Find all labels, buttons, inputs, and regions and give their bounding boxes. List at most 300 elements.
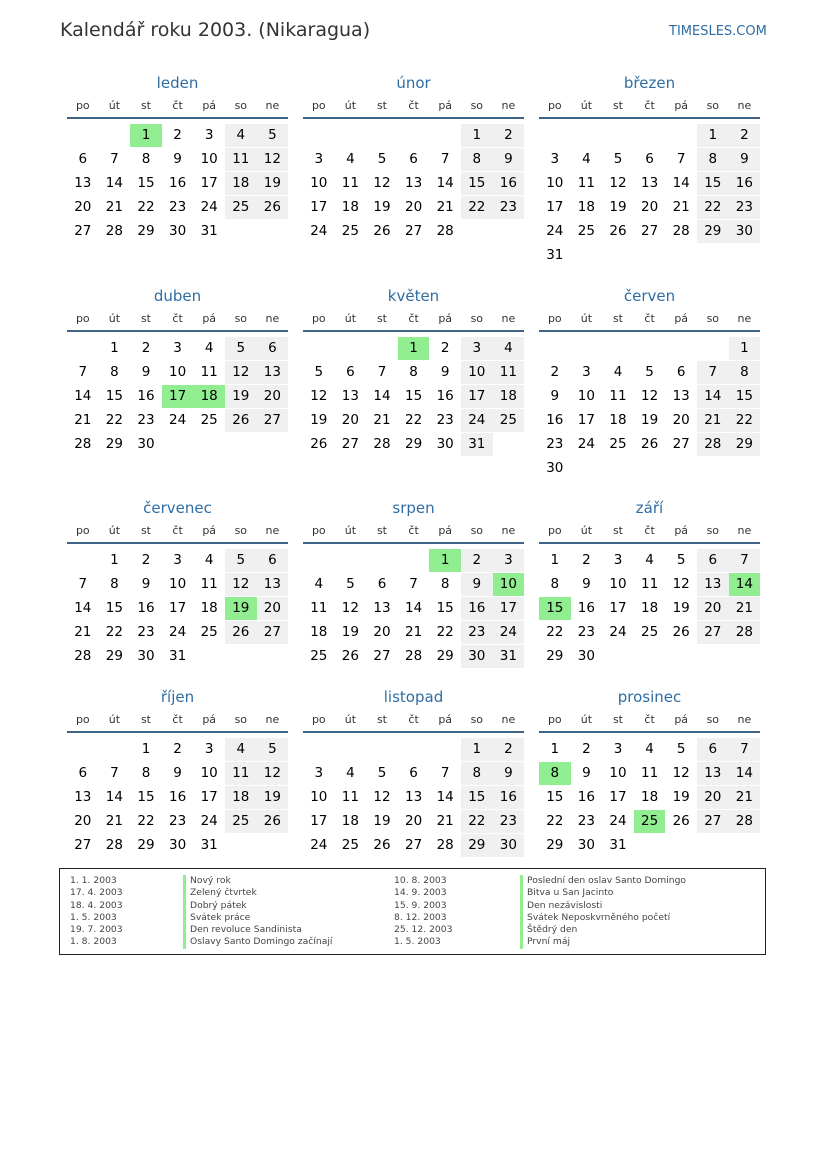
day-cell: 3 (550, 151, 560, 167)
day-cell: 11 (609, 388, 627, 404)
day-cell: 23 (137, 412, 155, 428)
day-cell: 19 (373, 199, 391, 215)
weekday-label: st (612, 99, 623, 112)
weekday-label: po (75, 713, 90, 726)
day-cell: 15 (137, 175, 155, 191)
day-cell: 4 (204, 340, 214, 356)
day-cell: 14 (405, 600, 423, 616)
day-cell: 17 (310, 813, 328, 829)
holiday-day-cell: 19 (225, 597, 257, 620)
day-cell: 11 (310, 600, 328, 616)
day-cell: 25 (641, 624, 659, 640)
weekend-day-cell: 11 (225, 762, 257, 785)
weekday-label: st (612, 524, 623, 537)
day-cell: 3 (204, 127, 214, 143)
month-name: březen (623, 74, 676, 92)
weekday-label: po (547, 524, 562, 537)
day-cell: 27 (405, 223, 423, 239)
weekend-day-cell: 13 (257, 361, 289, 384)
day-cell: 16 (577, 600, 595, 616)
weekday-label: út (108, 312, 121, 325)
day-cell: 20 (74, 199, 92, 215)
day-cell: 27 (672, 436, 690, 452)
day-cell: 7 (377, 364, 387, 380)
holiday-day-cell: 14 (729, 573, 761, 596)
legend-holiday-name: Den nezávislosti (520, 900, 686, 912)
weekday-label: po (75, 99, 90, 112)
day-cell: 4 (346, 765, 355, 781)
day-cell: 28 (105, 223, 123, 239)
day-cell: 20 (672, 412, 690, 428)
weekend-day-cell: 12 (225, 573, 257, 596)
weekday-label: ne (501, 713, 516, 726)
weekend-day-cell: 27 (257, 409, 289, 432)
weekend-day-cell: 8 (729, 361, 761, 384)
weekday-label: ne (737, 99, 752, 112)
day-cell: 8 (440, 576, 450, 592)
day-cell: 19 (310, 412, 328, 428)
legend-holiday-name: Svátek práce (183, 912, 332, 924)
weekend-day-cell: 28 (729, 621, 761, 644)
weekend-day-cell: 28 (697, 433, 729, 456)
legend-date: 15. 9. 2003 (394, 899, 447, 911)
day-cell: 2 (582, 741, 591, 757)
weekday-label: pá (438, 524, 453, 537)
month-header-rule (67, 542, 288, 544)
weekend-day-cell: 22 (697, 196, 729, 219)
weekday-label: st (376, 312, 387, 325)
weekend-day-cell: 6 (257, 549, 289, 572)
day-cell: 11 (577, 175, 595, 191)
day-cell: 9 (141, 576, 151, 592)
legend-date: 25. 12. 2003 (394, 924, 453, 936)
legend-date: 1. 5. 2003 (70, 911, 117, 923)
day-cell: 20 (405, 813, 423, 829)
day-cell: 26 (672, 624, 690, 640)
weekend-day-cell: 7 (729, 549, 761, 572)
day-cell: 27 (74, 223, 92, 239)
weekend-day-cell: 6 (697, 549, 729, 572)
day-cell: 3 (314, 151, 324, 167)
weekday-label: st (140, 713, 151, 726)
weekday-label: út (580, 99, 593, 112)
site-link[interactable]: TIMESLES.COM (669, 24, 767, 39)
weekend-day-cell: 26 (225, 621, 257, 644)
day-cell: 16 (436, 388, 454, 404)
day-cell: 5 (377, 765, 387, 781)
day-cell: 22 (546, 624, 564, 640)
weekend-day-cell: 25 (225, 810, 257, 833)
day-cell: 29 (546, 648, 564, 664)
day-cell: 20 (405, 199, 423, 215)
day-cell: 14 (74, 600, 92, 616)
weekend-day-cell: 12 (257, 762, 289, 785)
day-cell: 17 (546, 199, 564, 215)
weekday-label: út (344, 713, 357, 726)
month-header-rule (67, 117, 288, 119)
month-name: září (635, 499, 664, 517)
weekday-label: po (311, 312, 326, 325)
day-cell: 19 (672, 600, 690, 616)
weekend-day-cell: 2 (461, 549, 493, 572)
day-cell: 8 (110, 576, 119, 592)
weekday-label: út (580, 312, 593, 325)
weekend-day-cell: 7 (729, 738, 761, 761)
day-cell: 24 (169, 624, 187, 640)
weekday-label: po (311, 524, 326, 537)
day-cell: 21 (373, 412, 391, 428)
day-cell: 21 (105, 199, 123, 215)
day-cell: 17 (200, 789, 218, 805)
day-cell: 17 (169, 600, 187, 616)
day-cell: 2 (173, 127, 182, 143)
weekend-day-cell: 9 (461, 573, 493, 596)
day-cell: 4 (613, 364, 623, 380)
weekday-label: po (547, 312, 562, 325)
weekday-label: čt (172, 99, 183, 112)
day-cell: 23 (546, 436, 564, 452)
weekend-day-cell: 29 (729, 433, 761, 456)
day-cell: 24 (310, 223, 328, 239)
month-header-rule (303, 117, 524, 119)
holiday-day-cell: 18 (193, 385, 225, 408)
legend-names-left (183, 875, 332, 949)
month-name: červenec (143, 499, 212, 517)
day-cell: 27 (74, 837, 92, 853)
weekend-day-cell: 1 (697, 124, 729, 147)
day-cell: 10 (609, 576, 627, 592)
weekday-label: út (108, 524, 121, 537)
legend-holiday-name: Poslední den oslav Santo Domingo (520, 875, 686, 887)
day-cell: 3 (613, 552, 623, 568)
day-cell: 19 (341, 624, 359, 640)
weekend-day-cell: 7 (697, 361, 729, 384)
weekend-day-cell: 26 (257, 810, 289, 833)
weekday-label: pá (674, 312, 689, 325)
day-cell: 22 (436, 624, 454, 640)
day-cell: 10 (609, 765, 627, 781)
day-cell: 2 (550, 364, 560, 380)
weekend-day-cell: 1 (461, 738, 493, 761)
day-cell: 22 (105, 624, 123, 640)
day-cell: 10 (577, 388, 595, 404)
day-cell: 27 (373, 648, 391, 664)
weekend-day-cell: 12 (225, 361, 257, 384)
weekend-day-cell: 23 (729, 196, 761, 219)
day-cell: 9 (550, 388, 560, 404)
day-cell: 5 (613, 151, 623, 167)
day-cell: 2 (141, 552, 151, 568)
legend-holiday-name: Štědrý den (520, 924, 686, 936)
holiday-day-cell: 10 (493, 573, 525, 596)
day-cell: 12 (641, 388, 659, 404)
weekday-label: ne (501, 99, 516, 112)
weekend-day-cell: 19 (257, 786, 289, 809)
weekday-label: ne (265, 713, 280, 726)
weekend-day-cell: 16 (729, 172, 761, 195)
day-cell: 1 (550, 741, 560, 757)
weekday-label: ne (265, 524, 280, 537)
day-cell: 4 (645, 552, 654, 568)
day-cell: 24 (609, 624, 627, 640)
day-cell: 21 (74, 624, 92, 640)
day-cell: 6 (409, 765, 418, 781)
day-cell: 18 (341, 813, 359, 829)
day-cell: 29 (436, 648, 454, 664)
day-cell: 13 (74, 175, 92, 191)
weekend-day-cell: 19 (225, 385, 257, 408)
weekend-day-cell: 15 (729, 385, 761, 408)
day-cell: 21 (672, 199, 690, 215)
weekday-label: so (470, 524, 484, 537)
day-cell: 19 (641, 412, 659, 428)
day-cell: 9 (440, 364, 450, 380)
day-cell: 31 (200, 837, 218, 853)
weekend-day-cell: 29 (697, 220, 729, 243)
legend-date: 8. 12. 2003 (394, 911, 447, 923)
weekday-label: ne (501, 312, 516, 325)
day-cell: 16 (169, 175, 187, 191)
day-cell: 8 (110, 364, 119, 380)
month-name: červen (623, 287, 676, 305)
day-cell: 7 (110, 151, 119, 167)
month-header-rule (539, 542, 760, 544)
holiday-legend (59, 868, 766, 955)
month-name: listopad (383, 688, 444, 706)
weekday-label: st (376, 524, 387, 537)
weekend-day-cell: 11 (493, 361, 525, 384)
weekday-label: ne (737, 524, 752, 537)
legend-date: 14. 9. 2003 (394, 887, 447, 899)
day-cell: 7 (409, 576, 418, 592)
day-cell: 30 (577, 648, 595, 664)
day-cell: 4 (582, 151, 591, 167)
weekday-label: út (108, 713, 121, 726)
weekday-label: po (75, 312, 90, 325)
day-cell: 17 (609, 789, 627, 805)
holiday-day-cell: 8 (539, 762, 571, 785)
weekday-label: st (376, 99, 387, 112)
day-cell: 29 (546, 837, 564, 853)
day-cell: 9 (173, 765, 182, 781)
month-name: prosinec (617, 688, 682, 706)
day-cell: 16 (137, 388, 155, 404)
weekend-day-cell: 20 (257, 597, 289, 620)
day-cell: 9 (582, 765, 591, 781)
day-cell: 30 (546, 460, 564, 476)
weekend-day-cell: 5 (257, 738, 289, 761)
month-header-rule (539, 117, 760, 119)
weekend-day-cell: 17 (461, 385, 493, 408)
weekday-label: st (140, 524, 151, 537)
month-name: srpen (392, 499, 435, 517)
day-cell: 24 (577, 436, 595, 452)
day-cell: 7 (78, 364, 88, 380)
holiday-day-cell: 25 (634, 810, 666, 833)
weekday-label: pá (674, 524, 689, 537)
weekend-day-cell: 3 (461, 337, 493, 360)
day-cell: 27 (641, 223, 659, 239)
weekday-label: čt (644, 99, 655, 112)
weekday-label: út (580, 713, 593, 726)
weekday-label: čt (644, 312, 655, 325)
day-cell: 30 (137, 436, 155, 452)
weekday-label: čt (408, 524, 419, 537)
day-cell: 25 (609, 436, 627, 452)
day-cell: 15 (137, 789, 155, 805)
day-cell: 18 (609, 412, 627, 428)
day-cell: 26 (641, 436, 659, 452)
weekday-label: st (140, 99, 151, 112)
day-cell: 22 (137, 813, 155, 829)
day-cell: 6 (645, 151, 654, 167)
weekday-label: po (311, 99, 326, 112)
day-cell: 29 (137, 837, 155, 853)
weekend-day-cell: 26 (225, 409, 257, 432)
day-cell: 29 (405, 436, 423, 452)
legend-date: 18. 4. 2003 (70, 899, 123, 911)
holiday-day-cell: 1 (398, 337, 430, 360)
day-cell: 26 (672, 813, 690, 829)
weekend-day-cell: 10 (461, 361, 493, 384)
day-cell: 13 (641, 175, 659, 191)
weekday-label: út (580, 524, 593, 537)
weekend-day-cell: 30 (729, 220, 761, 243)
holiday-day-cell: 1 (130, 124, 162, 147)
day-cell: 13 (405, 175, 423, 191)
legend-dates-right (394, 875, 452, 949)
day-cell: 3 (204, 741, 214, 757)
weekend-day-cell: 26 (257, 196, 289, 219)
day-cell: 17 (310, 199, 328, 215)
day-cell: 11 (200, 364, 218, 380)
day-cell: 25 (310, 648, 328, 664)
weekend-day-cell: 14 (729, 762, 761, 785)
day-cell: 18 (200, 600, 218, 616)
day-cell: 23 (577, 813, 595, 829)
day-cell: 23 (436, 412, 454, 428)
day-cell: 22 (546, 813, 564, 829)
holiday-day-cell: 17 (162, 385, 194, 408)
month-header-rule (67, 731, 288, 733)
day-cell: 8 (409, 364, 418, 380)
legend-date: 10. 8. 2003 (394, 875, 447, 886)
weekday-label: so (706, 524, 720, 537)
day-cell: 3 (173, 340, 182, 356)
day-cell: 14 (105, 175, 123, 191)
day-cell: 3 (613, 741, 623, 757)
day-cell: 30 (169, 223, 187, 239)
weekend-day-cell: 15 (697, 172, 729, 195)
day-cell: 21 (405, 624, 423, 640)
weekday-label: pá (674, 713, 689, 726)
day-cell: 5 (377, 151, 387, 167)
month-header-rule (303, 330, 524, 332)
day-cell: 19 (672, 789, 690, 805)
day-cell: 10 (546, 175, 564, 191)
day-cell: 29 (105, 648, 123, 664)
day-cell: 28 (74, 648, 92, 664)
day-cell: 26 (609, 223, 627, 239)
day-cell: 28 (105, 837, 123, 853)
weekday-label: pá (202, 713, 217, 726)
day-cell: 3 (173, 552, 182, 568)
weekend-day-cell: 30 (493, 834, 525, 857)
weekend-day-cell: 12 (257, 148, 289, 171)
legend-names-right (520, 875, 686, 949)
day-cell: 28 (74, 436, 92, 452)
day-cell: 12 (310, 388, 328, 404)
day-cell: 25 (577, 223, 595, 239)
weekend-day-cell: 1 (729, 337, 761, 360)
day-cell: 28 (405, 648, 423, 664)
day-cell: 16 (577, 789, 595, 805)
weekday-label: so (706, 312, 720, 325)
day-cell: 4 (204, 552, 214, 568)
weekend-day-cell: 29 (461, 834, 493, 857)
day-cell: 31 (169, 648, 187, 664)
weekday-label: st (376, 713, 387, 726)
weekend-day-cell: 6 (697, 738, 729, 761)
day-cell: 1 (110, 340, 119, 356)
legend-holiday-name: Zelený čtvrtek (183, 887, 332, 899)
weekend-day-cell: 18 (225, 786, 257, 809)
legend-holiday-name: Bitva u San Jacinto (520, 887, 686, 899)
day-cell: 26 (341, 648, 359, 664)
weekend-day-cell: 1 (461, 124, 493, 147)
day-cell: 13 (405, 789, 423, 805)
day-cell: 20 (373, 624, 391, 640)
weekday-label: út (344, 524, 357, 537)
day-cell: 10 (310, 789, 328, 805)
day-cell: 27 (405, 837, 423, 853)
day-cell: 7 (110, 765, 119, 781)
day-cell: 5 (346, 576, 355, 592)
day-cell: 3 (314, 765, 324, 781)
day-cell: 2 (173, 741, 182, 757)
day-cell: 21 (105, 813, 123, 829)
day-cell: 10 (200, 765, 218, 781)
weekend-day-cell: 22 (461, 810, 493, 833)
weekday-label: čt (408, 312, 419, 325)
day-cell: 5 (676, 741, 686, 757)
day-cell: 7 (440, 765, 450, 781)
day-cell: 17 (200, 175, 218, 191)
day-cell: 25 (341, 223, 359, 239)
day-cell: 26 (373, 837, 391, 853)
weekday-label: pá (202, 524, 217, 537)
day-cell: 22 (105, 412, 123, 428)
day-cell: 11 (200, 576, 218, 592)
day-cell: 15 (436, 600, 454, 616)
day-cell: 9 (173, 151, 182, 167)
weekend-day-cell: 27 (697, 810, 729, 833)
day-cell: 4 (346, 151, 355, 167)
weekend-day-cell: 22 (729, 409, 761, 432)
day-cell: 2 (141, 340, 151, 356)
day-cell: 18 (641, 789, 659, 805)
weekday-label: pá (438, 99, 453, 112)
weekend-day-cell: 4 (225, 124, 257, 147)
day-cell: 21 (74, 412, 92, 428)
weekday-label: pá (202, 312, 217, 325)
weekday-label: út (344, 312, 357, 325)
weekend-day-cell: 9 (729, 148, 761, 171)
day-cell: 8 (141, 765, 151, 781)
weekend-day-cell: 24 (493, 621, 525, 644)
weekend-day-cell: 16 (461, 597, 493, 620)
day-cell: 25 (200, 624, 218, 640)
